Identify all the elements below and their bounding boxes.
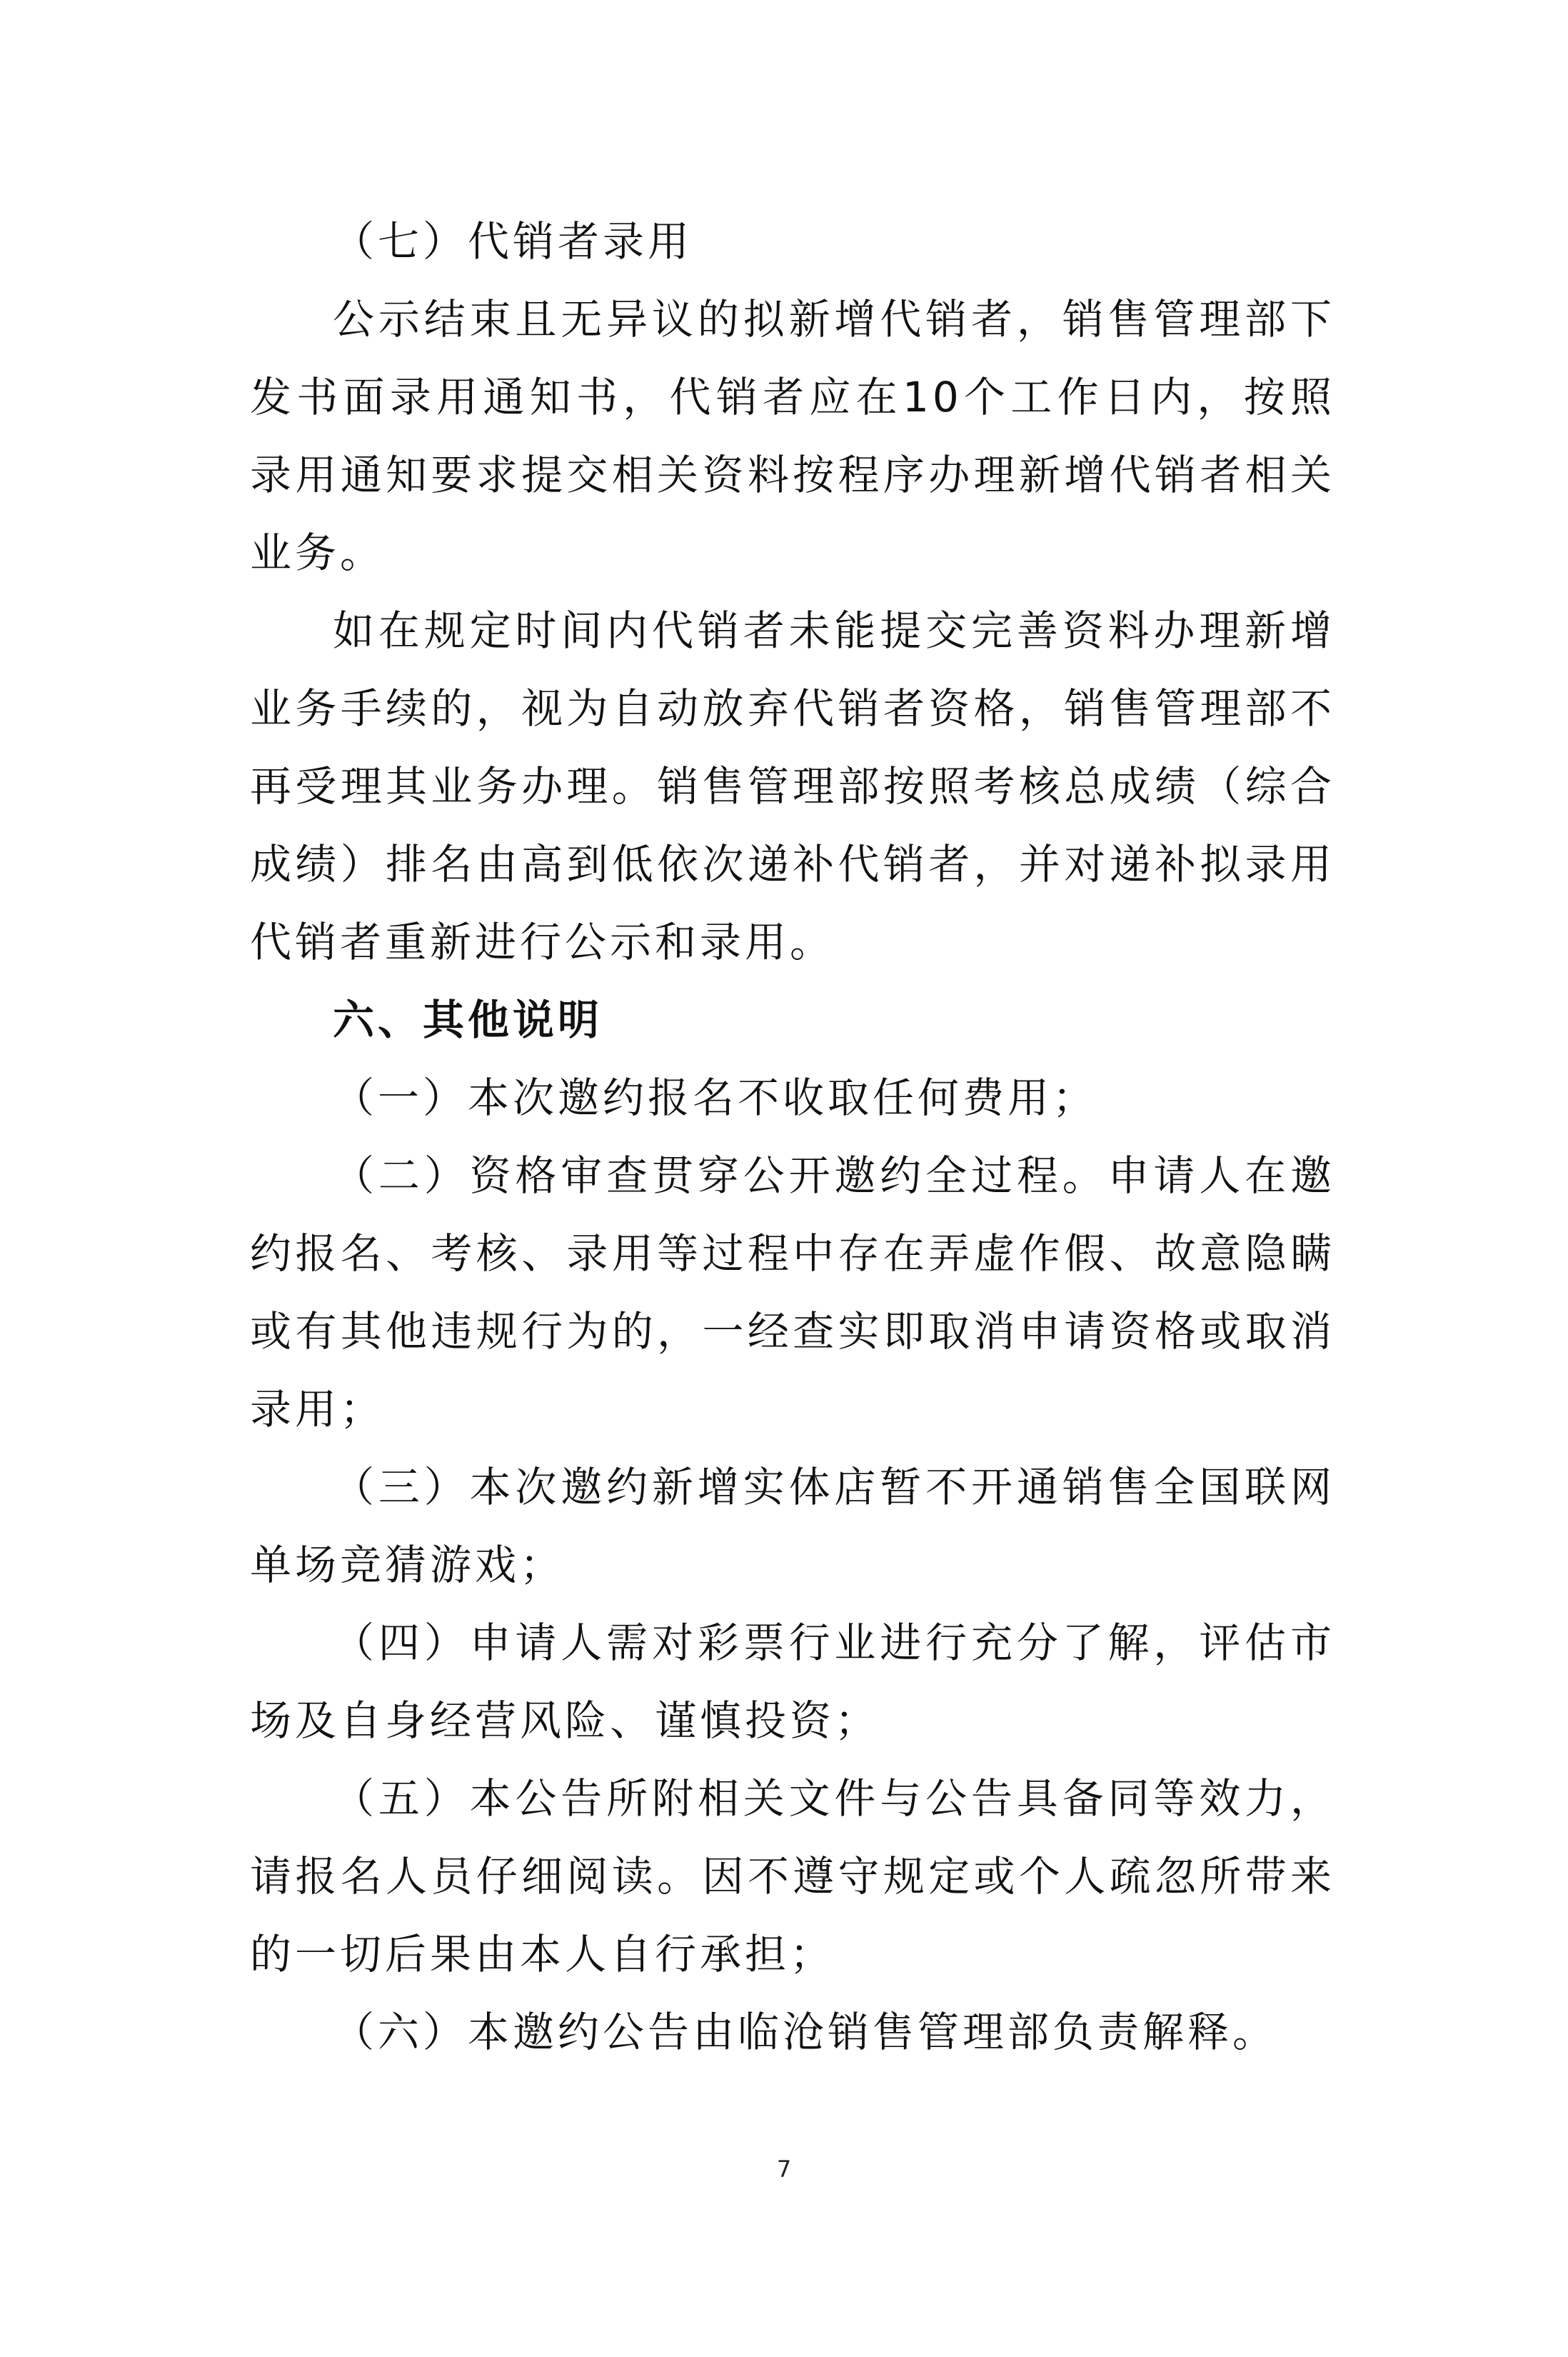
note-item-3: （三）本次邀约新增实体店暂不开通销售全国联网单场竞猜游戏； (250, 1463, 1335, 1589)
note-item-5: （五）本公告所附相关文件与公告具备同等效力，请报名人员仔细阅读。因不遵守规定或个人疏忽所带来的一切后果由本人自行承担； (250, 1774, 1335, 1978)
section-heading-other-notes: 六、其他说明 (333, 996, 603, 1044)
paragraph-hiring-notice: 公示结束且无异议的拟新增代销者，销售管理部下发书面录用通知书，代销者应在10个工作日内，按照录用通知要求提交相关资料按程序办理新增代销者相关业务。 (250, 295, 1335, 577)
note-item-6: （六）本邀约公告由临沧销售管理部负责解释。 (333, 2008, 1278, 2056)
note-item-4: （四）申请人需对彩票行业进行充分了解，评估市场及自身经营风险、谨慎投资； (250, 1618, 1335, 1745)
body-text (250, 203, 1335, 2071)
paragraph-hiring-forfeit: 如在规定时间内代销者未能提交完善资料办理新增业务手续的，视为自动放弃代销者资格，销售管理部不再受理其业务办理。销售管理部按照考核总成绩（综合成绩）排名由高到低依次递补代销者，并对递补拟录用代销者重新进行公示和录用。 (250, 606, 1335, 966)
subsection-heading-hiring: （七）代销者录用 (333, 217, 693, 266)
note-item-2: （二）资格审查贯穿公开邀约全过程。申请人在邀约报名、考核、录用等过程中存在弄虚作假、故意隐瞒或有其他违规行为的，一经查实即取消申请资格或取消录用； (250, 1151, 1335, 1433)
page-number: 7 (776, 2156, 792, 2183)
note-item-1: （一）本次邀约报名不收取任何费用； (333, 1074, 1098, 1122)
